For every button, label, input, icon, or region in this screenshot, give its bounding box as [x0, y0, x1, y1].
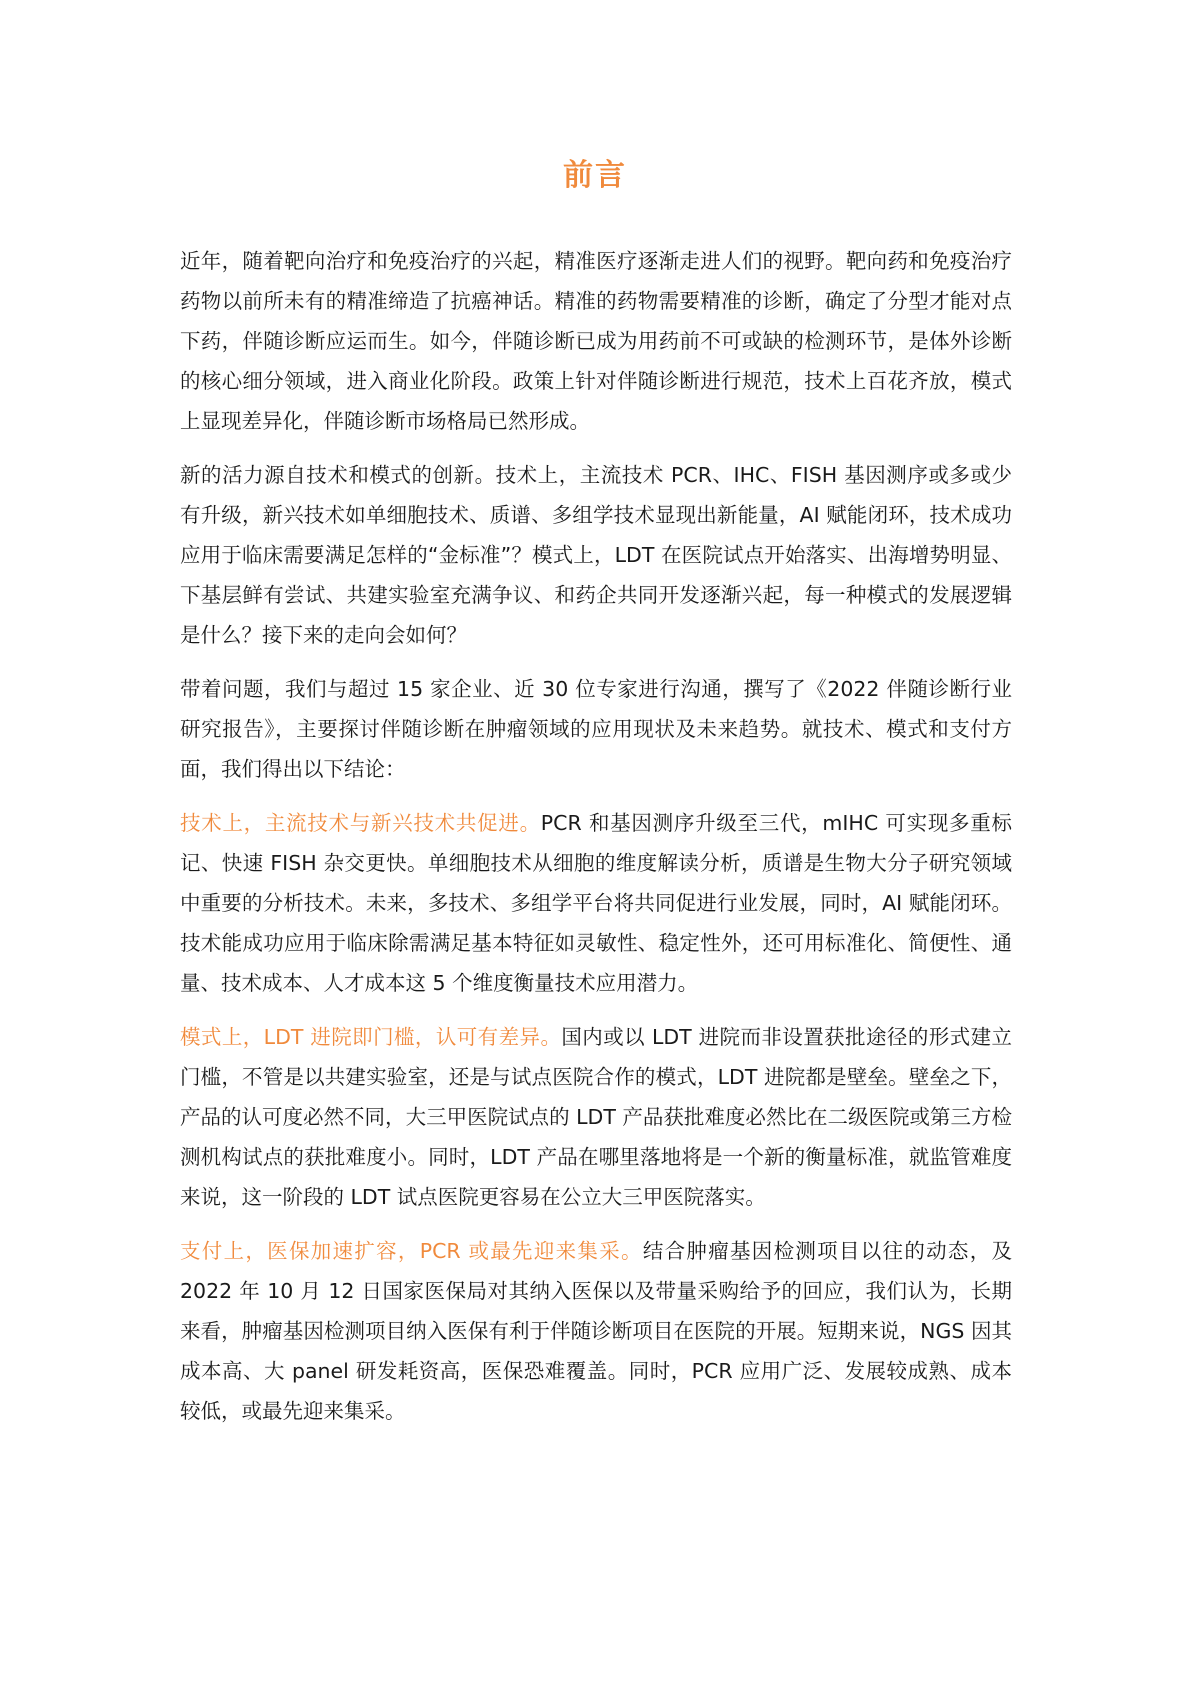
document-body	[180, 241, 1012, 1445]
conclusion-technology-text: PCR 和基因测序升级至三代，mIHC 可实现多重标记、快速 FISH 杂交更快。单细胞技术从细胞的维度解读分析，质谱是生物大分子研究领域中重要的分析技术。未来，多技术、多组学平台将共同促进行业发展，同时，AI 赋能闭环。技术能成功应用于临床除需满足基本特征如灵敏性、稳定性外，还可用标准化、简便性、通量、技术成本、人才成本这 5 个维度衡量技术应用潜力。	[180, 811, 1013, 995]
conclusion-technology-highlight: 技术上，主流技术与新兴技术共促进。	[180, 811, 541, 835]
intro-paragraph-3: 带着问题，我们与超过 15 家企业、近 30 位专家进行沟通，撰写了《2022 伴随诊断行业研究报告》，主要探讨伴随诊断在肿瘤领域的应用现状及未来趋势。就技术、模式和支付方面，我们得出以下结论：	[180, 677, 1012, 781]
conclusion-payment-text: 结合肿瘤基因检测项目以往的动态，及 2022 年 10 月 12 日国家医保局对其纳入医保以及带量采购给予的回应，我们认为，长期来看，肿瘤基因检测项目纳入医保有利于伴随诊断项目在医院的开展。短期来说，NGS 因其成本高、大 panel 研发耗资高，医保恐难覆盖。同时，PCR 应用广泛、发展较成熟、成本较低，或最先迎来集采。	[180, 1239, 1013, 1423]
page-title: 前言	[563, 158, 627, 193]
conclusion-technology	[180, 803, 1012, 1003]
intro-paragraph-1: 近年，随着靶向治疗和免疫治疗的兴起，精准医疗逐渐走进人们的视野。靶向药和免疫治疗药物以前所未有的精准缔造了抗癌神话。精准的药物需要精准的诊断，确定了分型才能对点下药，伴随诊断应运而生。如今，伴随诊断已成为用药前不可或缺的检测环节，是体外诊断的核心细分领域，进入商业化阶段。政策上针对伴随诊断进行规范，技术上百花齐放，模式上显现差异化，伴随诊断市场格局已然形成。	[180, 249, 1012, 433]
conclusion-payment	[180, 1231, 1012, 1431]
conclusion-model	[180, 1017, 1012, 1217]
conclusion-payment-highlight: 支付上，医保加速扩容，PCR 或最先迎来集采。	[180, 1239, 643, 1263]
conclusion-model-highlight: 模式上，LDT 进院即门槛，认可有差异。	[180, 1025, 562, 1049]
conclusion-model-text: 国内或以 LDT 进院而非设置获批途径的形式建立门槛，不管是以共建实验室，还是与试点医院合作的模式，LDT 进院都是壁垒。壁垒之下，产品的认可度必然不同，大三甲医院试点的 LDT 产品获批难度必然比在二级医院或第三方检测机构试点的获批难度小。同时，LDT 产品在哪里落地将是一个新的衡量标准，就监管难度来说，这一阶段的 LDT 试点医院更容易在公立大三甲医院落实。	[180, 1025, 1012, 1209]
intro-paragraph-2: 新的活力源自技术和模式的创新。技术上，主流技术 PCR、IHC、FISH 基因测序或多或少有升级，新兴技术如单细胞技术、质谱、多组学技术显现出新能量，AI 赋能闭环，技术成功应用于临床需要满足怎样的“金标准”？模式上，LDT 在医院试点开始落实、出海增势明显、下基层鲜有尝试、共建实验室充满争议、和药企共同开发逐渐兴起，每一种模式的发展逻辑是什么？接下来的走向会如何？	[180, 463, 1012, 647]
